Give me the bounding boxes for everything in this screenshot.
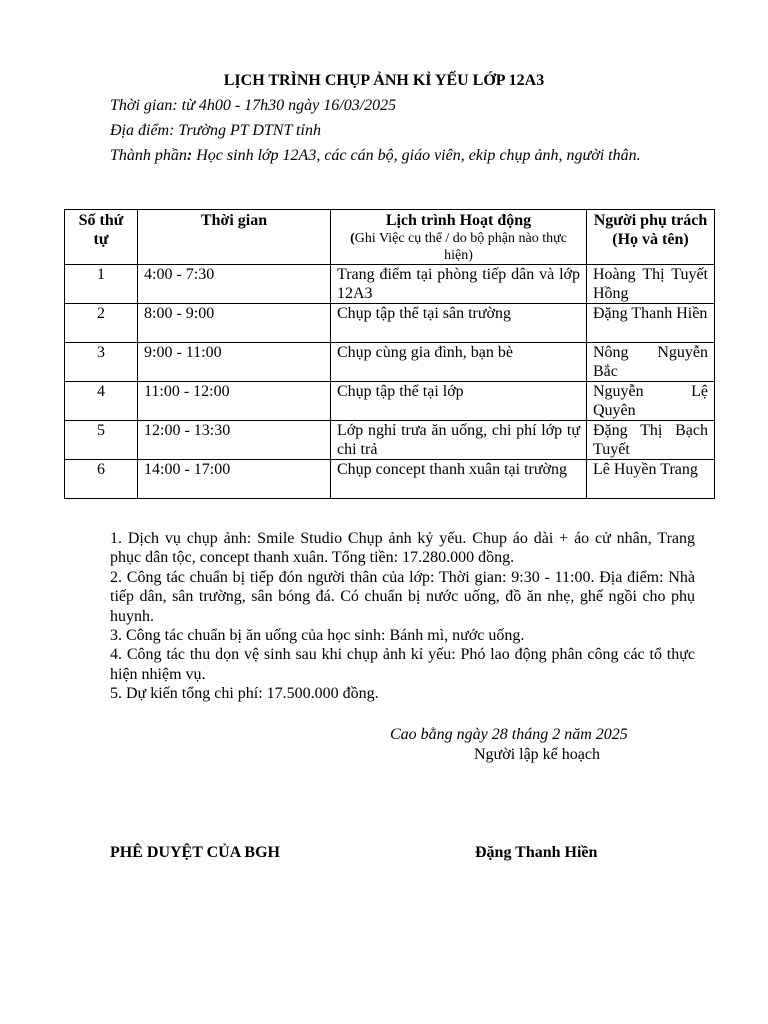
row-person: Hoàng Thị Tuyết Hồng	[587, 265, 715, 304]
row-activity: Chụp tập thể tại sân trường	[331, 304, 587, 343]
signer-name: Đặng Thanh Hiền	[475, 844, 598, 861]
row-time: 14:00 - 17:00	[138, 460, 331, 499]
row-person: Nông Nguyễn Bắc	[587, 343, 715, 382]
table-row	[65, 343, 715, 382]
note-item: 3. Công tác chuẩn bị ăn uống của học sinh: Bánh mì, nước uống.	[110, 627, 525, 645]
row-no: 3	[65, 343, 138, 382]
approval-label: PHÊ DUYỆT CỦA BGH	[110, 844, 280, 861]
row-time: 4:00 - 7:30	[138, 265, 331, 304]
row-activity: Trang điểm tại phòng tiếp dân và lớp 12A3	[331, 265, 587, 304]
header-activity-sub: (Ghi Việc cụ thể / do bộ phận nào thực hiện)	[350, 231, 567, 263]
note-item: 1. Dịch vụ chụp ảnh: Smile Studio Chụp ảnh kỷ yếu. Chup áo dài + áo cử nhân, Trang phục dân tộc, concept thanh xuân. Tổng tiền: 17.280.000 đồng.	[110, 530, 695, 567]
header-activity-title: Lịch trình Hoạt động	[385, 212, 532, 229]
table-row	[65, 382, 715, 421]
note-item: 4. Công tác thu dọn vệ sinh sau khi chụp ảnh kỉ yếu: Phó lao động phân công các tổ thực hiện nhiệm vụ.	[110, 646, 695, 683]
note-item: 2. Công tác chuẩn bị tiếp đón người thân của lớp: Thời gian: 9:30 - 11:00. Địa điểm: Nhà tiếp dân, sân trường, sân bóng đá. Có chuẩn bị nước uống, đồ ăn nhẹ, ghế ngồi cho phụ huynh.	[110, 568, 695, 625]
time-line: Thời gian: từ 4h00 - 17h30 ngày 16/03/2025	[110, 97, 397, 114]
members-label: Thành phần	[110, 147, 187, 164]
table-row	[65, 421, 715, 460]
row-time: 9:00 - 11:00	[138, 343, 331, 382]
table-row	[65, 460, 715, 499]
sign-role: Người lập kế hoạch	[474, 746, 600, 763]
row-activity: Chụp concept thanh xuân tại trường	[331, 460, 587, 499]
row-person: Đặng Thị Bạch Tuyết	[587, 421, 715, 460]
place-line: Địa điểm: Trường PT DTNT tỉnh	[110, 122, 321, 139]
table-row	[65, 304, 715, 343]
schedule-table	[64, 209, 715, 499]
header-no: Số thứ tự	[65, 210, 138, 265]
row-no: 2	[65, 304, 138, 343]
table-row	[65, 265, 715, 304]
table-header-row	[65, 210, 715, 265]
row-activity: Chụp cùng gia đình, bạn bè	[331, 343, 587, 382]
document-title: LỊCH TRÌNH CHỤP ẢNH KỈ YẾU LỚP 12A3	[223, 72, 545, 89]
row-time: 12:00 - 13:30	[138, 421, 331, 460]
row-time: 11:00 - 12:00	[138, 382, 331, 421]
row-activity: Lớp nghỉ trưa ăn uống, chi phí lớp tự chi trả	[331, 421, 587, 460]
row-no: 4	[65, 382, 138, 421]
members-colon: :	[186, 147, 193, 164]
row-person: Đặng Thanh Hiền	[587, 304, 715, 343]
notes-section	[110, 529, 695, 704]
row-person: Lê Huyền Trang	[587, 460, 715, 499]
members-text: Học sinh lớp 12A3, các cán bộ, giáo viên, ekip chụp ảnh, người thân.	[192, 147, 641, 164]
header-activity	[331, 210, 587, 265]
row-no: 6	[65, 460, 138, 499]
schedule-body	[65, 265, 715, 499]
row-time: 8:00 - 9:00	[138, 304, 331, 343]
note-item: 5. Dự kiến tổng chi phí: 17.500.000 đồng.	[110, 685, 379, 703]
row-person: Nguyễn Lệ Quyên	[587, 382, 715, 421]
header-person: Người phụ trách (Họ và tên)	[587, 210, 715, 265]
row-no: 1	[65, 265, 138, 304]
members-line	[110, 146, 695, 165]
row-activity: Chụp tập thể tại lớp	[331, 382, 587, 421]
header-time: Thời gian	[138, 210, 331, 265]
sign-date: Cao bằng ngày 28 tháng 2 năm 2025	[390, 726, 628, 743]
row-no: 5	[65, 421, 138, 460]
